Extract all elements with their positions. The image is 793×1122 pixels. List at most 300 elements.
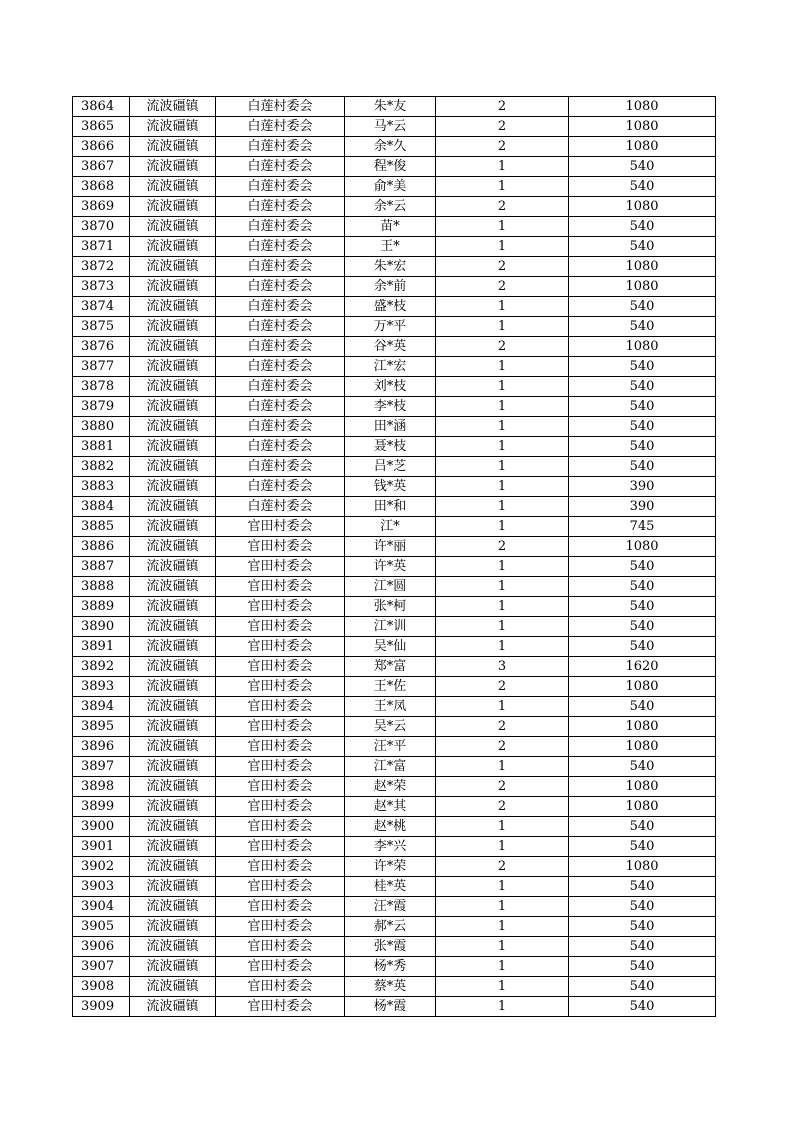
cell-town: 流波礓镇 xyxy=(130,217,216,237)
cell-count: 2 xyxy=(436,257,569,277)
cell-name: 王*佐 xyxy=(345,677,436,697)
cell-amount: 1080 xyxy=(569,277,716,297)
cell-amount: 390 xyxy=(569,497,716,517)
table-row xyxy=(73,857,716,877)
cell-name: 王* xyxy=(345,237,436,257)
cell-id: 3907 xyxy=(73,957,130,977)
cell-amount: 540 xyxy=(569,457,716,477)
cell-id: 3892 xyxy=(73,657,130,677)
table-row xyxy=(73,997,716,1017)
cell-town: 流波礓镇 xyxy=(130,777,216,797)
cell-id: 3884 xyxy=(73,497,130,517)
cell-name: 江*训 xyxy=(345,617,436,637)
cell-amount: 540 xyxy=(569,157,716,177)
cell-name: 许*丽 xyxy=(345,537,436,557)
table-row xyxy=(73,497,716,517)
cell-id: 3872 xyxy=(73,257,130,277)
cell-town: 流波礓镇 xyxy=(130,97,216,117)
cell-count: 1 xyxy=(436,417,569,437)
cell-village: 白莲村委会 xyxy=(216,317,345,337)
cell-amount: 1080 xyxy=(569,797,716,817)
table-row xyxy=(73,117,716,137)
cell-town: 流波礓镇 xyxy=(130,477,216,497)
cell-count: 3 xyxy=(436,657,569,677)
cell-village: 白莲村委会 xyxy=(216,397,345,417)
cell-amount: 1080 xyxy=(569,137,716,157)
cell-village: 官田村委会 xyxy=(216,697,345,717)
subsidy-table xyxy=(72,96,716,1017)
cell-town: 流波礓镇 xyxy=(130,177,216,197)
cell-name: 赵*荣 xyxy=(345,777,436,797)
cell-village: 官田村委会 xyxy=(216,537,345,557)
cell-name: 钱*英 xyxy=(345,477,436,497)
table-row xyxy=(73,417,716,437)
cell-amount: 540 xyxy=(569,417,716,437)
cell-id: 3902 xyxy=(73,857,130,877)
cell-id: 3889 xyxy=(73,597,130,617)
cell-town: 流波礓镇 xyxy=(130,577,216,597)
cell-name: 许*荣 xyxy=(345,857,436,877)
cell-town: 流波礓镇 xyxy=(130,737,216,757)
cell-id: 3895 xyxy=(73,717,130,737)
table-row xyxy=(73,697,716,717)
cell-village: 官田村委会 xyxy=(216,777,345,797)
cell-id: 3897 xyxy=(73,757,130,777)
cell-village: 官田村委会 xyxy=(216,737,345,757)
cell-name: 朱*友 xyxy=(345,97,436,117)
table-row xyxy=(73,257,716,277)
table-row xyxy=(73,297,716,317)
cell-id: 3871 xyxy=(73,237,130,257)
cell-count: 2 xyxy=(436,777,569,797)
cell-count: 1 xyxy=(436,957,569,977)
table-row xyxy=(73,597,716,617)
cell-count: 2 xyxy=(436,717,569,737)
cell-town: 流波礓镇 xyxy=(130,837,216,857)
cell-id: 3875 xyxy=(73,317,130,337)
cell-id: 3866 xyxy=(73,137,130,157)
table-row xyxy=(73,657,716,677)
cell-count: 2 xyxy=(436,137,569,157)
cell-town: 流波礓镇 xyxy=(130,817,216,837)
cell-name: 聂*枝 xyxy=(345,437,436,457)
cell-town: 流波礓镇 xyxy=(130,697,216,717)
table-row xyxy=(73,837,716,857)
table-row xyxy=(73,437,716,457)
cell-village: 白莲村委会 xyxy=(216,157,345,177)
cell-amount: 1080 xyxy=(569,197,716,217)
cell-count: 1 xyxy=(436,377,569,397)
cell-town: 流波礓镇 xyxy=(130,357,216,377)
cell-town: 流波礓镇 xyxy=(130,597,216,617)
table-row xyxy=(73,577,716,597)
table-row xyxy=(73,917,716,937)
cell-count: 1 xyxy=(436,157,569,177)
cell-name: 杨*霞 xyxy=(345,997,436,1017)
cell-town: 流波礓镇 xyxy=(130,557,216,577)
cell-amount: 1080 xyxy=(569,857,716,877)
cell-count: 2 xyxy=(436,97,569,117)
cell-amount: 540 xyxy=(569,377,716,397)
cell-count: 1 xyxy=(436,597,569,617)
cell-amount: 540 xyxy=(569,237,716,257)
cell-count: 1 xyxy=(436,757,569,777)
cell-count: 1 xyxy=(436,817,569,837)
table-row xyxy=(73,237,716,257)
cell-amount: 540 xyxy=(569,837,716,857)
cell-id: 3888 xyxy=(73,577,130,597)
cell-name: 吴*云 xyxy=(345,717,436,737)
cell-count: 2 xyxy=(436,737,569,757)
cell-amount: 540 xyxy=(569,877,716,897)
cell-id: 3879 xyxy=(73,397,130,417)
cell-amount: 540 xyxy=(569,557,716,577)
cell-village: 白莲村委会 xyxy=(216,117,345,137)
table-row xyxy=(73,637,716,657)
cell-name: 盛*枝 xyxy=(345,297,436,317)
cell-name: 江* xyxy=(345,517,436,537)
cell-name: 赵*其 xyxy=(345,797,436,817)
cell-town: 流波礓镇 xyxy=(130,497,216,517)
cell-town: 流波礓镇 xyxy=(130,257,216,277)
table-row xyxy=(73,177,716,197)
cell-count: 1 xyxy=(436,637,569,657)
cell-name: 赵*桃 xyxy=(345,817,436,837)
cell-id: 3882 xyxy=(73,457,130,477)
cell-amount: 1080 xyxy=(569,677,716,697)
cell-amount: 540 xyxy=(569,217,716,237)
cell-name: 谷*英 xyxy=(345,337,436,357)
cell-town: 流波礓镇 xyxy=(130,957,216,977)
cell-id: 3870 xyxy=(73,217,130,237)
table-row xyxy=(73,157,716,177)
cell-village: 官田村委会 xyxy=(216,517,345,537)
table-row xyxy=(73,337,716,357)
cell-amount: 1080 xyxy=(569,737,716,757)
cell-id: 3885 xyxy=(73,517,130,537)
cell-count: 1 xyxy=(436,517,569,537)
table-row xyxy=(73,277,716,297)
cell-name: 李*枝 xyxy=(345,397,436,417)
cell-village: 官田村委会 xyxy=(216,597,345,617)
cell-name: 汪*平 xyxy=(345,737,436,757)
cell-name: 郑*富 xyxy=(345,657,436,677)
cell-town: 流波礓镇 xyxy=(130,997,216,1017)
cell-village: 白莲村委会 xyxy=(216,197,345,217)
cell-count: 2 xyxy=(436,117,569,137)
cell-amount: 540 xyxy=(569,617,716,637)
cell-town: 流波礓镇 xyxy=(130,437,216,457)
cell-town: 流波礓镇 xyxy=(130,637,216,657)
cell-count: 2 xyxy=(436,197,569,217)
cell-amount: 1080 xyxy=(569,537,716,557)
cell-village: 白莲村委会 xyxy=(216,377,345,397)
cell-town: 流波礓镇 xyxy=(130,157,216,177)
cell-amount: 540 xyxy=(569,577,716,597)
cell-id: 3867 xyxy=(73,157,130,177)
cell-town: 流波礓镇 xyxy=(130,517,216,537)
cell-count: 1 xyxy=(436,457,569,477)
table-row xyxy=(73,897,716,917)
cell-id: 3903 xyxy=(73,877,130,897)
cell-village: 官田村委会 xyxy=(216,897,345,917)
cell-name: 田*涵 xyxy=(345,417,436,437)
cell-town: 流波礓镇 xyxy=(130,337,216,357)
cell-id: 3878 xyxy=(73,377,130,397)
cell-id: 3904 xyxy=(73,897,130,917)
cell-name: 张*霞 xyxy=(345,937,436,957)
table-row xyxy=(73,677,716,697)
cell-town: 流波礓镇 xyxy=(130,977,216,997)
cell-name: 蔡*英 xyxy=(345,977,436,997)
cell-village: 白莲村委会 xyxy=(216,277,345,297)
cell-town: 流波礓镇 xyxy=(130,317,216,337)
cell-village: 白莲村委会 xyxy=(216,497,345,517)
cell-id: 3865 xyxy=(73,117,130,137)
cell-village: 官田村委会 xyxy=(216,677,345,697)
cell-id: 3874 xyxy=(73,297,130,317)
cell-amount: 540 xyxy=(569,637,716,657)
cell-village: 白莲村委会 xyxy=(216,437,345,457)
cell-id: 3873 xyxy=(73,277,130,297)
cell-amount: 540 xyxy=(569,937,716,957)
cell-id: 3887 xyxy=(73,557,130,577)
table-row xyxy=(73,537,716,557)
cell-town: 流波礓镇 xyxy=(130,457,216,477)
cell-count: 1 xyxy=(436,357,569,377)
cell-amount: 1620 xyxy=(569,657,716,677)
cell-village: 官田村委会 xyxy=(216,577,345,597)
cell-village: 官田村委会 xyxy=(216,637,345,657)
cell-count: 1 xyxy=(436,237,569,257)
cell-amount: 540 xyxy=(569,977,716,997)
cell-village: 白莲村委会 xyxy=(216,357,345,377)
cell-name: 吕*芝 xyxy=(345,457,436,477)
cell-count: 1 xyxy=(436,177,569,197)
cell-count: 1 xyxy=(436,697,569,717)
cell-town: 流波礓镇 xyxy=(130,197,216,217)
cell-count: 1 xyxy=(436,477,569,497)
cell-amount: 540 xyxy=(569,177,716,197)
cell-town: 流波礓镇 xyxy=(130,797,216,817)
cell-town: 流波礓镇 xyxy=(130,917,216,937)
cell-id: 3893 xyxy=(73,677,130,697)
cell-village: 白莲村委会 xyxy=(216,237,345,257)
cell-town: 流波礓镇 xyxy=(130,617,216,637)
cell-amount: 540 xyxy=(569,397,716,417)
cell-village: 白莲村委会 xyxy=(216,177,345,197)
cell-id: 3894 xyxy=(73,697,130,717)
table-body xyxy=(73,97,716,1017)
cell-amount: 1080 xyxy=(569,97,716,117)
cell-id: 3876 xyxy=(73,337,130,357)
cell-name: 田*和 xyxy=(345,497,436,517)
cell-name: 张*柯 xyxy=(345,597,436,617)
table-row xyxy=(73,517,716,537)
cell-amount: 540 xyxy=(569,357,716,377)
cell-count: 1 xyxy=(436,877,569,897)
cell-name: 江*富 xyxy=(345,757,436,777)
cell-town: 流波礓镇 xyxy=(130,897,216,917)
cell-village: 白莲村委会 xyxy=(216,257,345,277)
cell-name: 余*云 xyxy=(345,197,436,217)
cell-name: 汪*霞 xyxy=(345,897,436,917)
cell-name: 江*宏 xyxy=(345,357,436,377)
cell-name: 程*俊 xyxy=(345,157,436,177)
cell-village: 官田村委会 xyxy=(216,957,345,977)
cell-name: 苗* xyxy=(345,217,436,237)
cell-count: 1 xyxy=(436,217,569,237)
table-row xyxy=(73,957,716,977)
table-row xyxy=(73,217,716,237)
cell-amount: 540 xyxy=(569,697,716,717)
cell-town: 流波礓镇 xyxy=(130,377,216,397)
cell-count: 2 xyxy=(436,797,569,817)
cell-amount: 1080 xyxy=(569,717,716,737)
cell-village: 官田村委会 xyxy=(216,717,345,737)
cell-amount: 540 xyxy=(569,297,716,317)
table-row xyxy=(73,397,716,417)
cell-town: 流波礓镇 xyxy=(130,537,216,557)
cell-village: 官田村委会 xyxy=(216,977,345,997)
cell-name: 万*平 xyxy=(345,317,436,337)
cell-village: 官田村委会 xyxy=(216,797,345,817)
cell-town: 流波礓镇 xyxy=(130,397,216,417)
cell-count: 1 xyxy=(436,837,569,857)
cell-town: 流波礓镇 xyxy=(130,677,216,697)
cell-count: 2 xyxy=(436,537,569,557)
cell-name: 俞*美 xyxy=(345,177,436,197)
cell-count: 1 xyxy=(436,617,569,637)
cell-village: 官田村委会 xyxy=(216,617,345,637)
cell-count: 1 xyxy=(436,497,569,517)
cell-id: 3899 xyxy=(73,797,130,817)
cell-village: 官田村委会 xyxy=(216,837,345,857)
table-row xyxy=(73,377,716,397)
table-row xyxy=(73,617,716,637)
cell-count: 1 xyxy=(436,897,569,917)
cell-village: 白莲村委会 xyxy=(216,217,345,237)
table-row xyxy=(73,197,716,217)
cell-count: 1 xyxy=(436,397,569,417)
cell-village: 白莲村委会 xyxy=(216,97,345,117)
cell-amount: 745 xyxy=(569,517,716,537)
cell-id: 3908 xyxy=(73,977,130,997)
cell-amount: 1080 xyxy=(569,777,716,797)
cell-town: 流波礓镇 xyxy=(130,937,216,957)
cell-name: 吴*仙 xyxy=(345,637,436,657)
cell-id: 3898 xyxy=(73,777,130,797)
cell-count: 1 xyxy=(436,317,569,337)
table-row xyxy=(73,937,716,957)
cell-town: 流波礓镇 xyxy=(130,857,216,877)
cell-name: 朱*宏 xyxy=(345,257,436,277)
table-row xyxy=(73,777,716,797)
table-row xyxy=(73,737,716,757)
table-row xyxy=(73,357,716,377)
cell-town: 流波礓镇 xyxy=(130,417,216,437)
cell-id: 3869 xyxy=(73,197,130,217)
cell-village: 官田村委会 xyxy=(216,877,345,897)
cell-amount: 540 xyxy=(569,597,716,617)
cell-id: 3877 xyxy=(73,357,130,377)
cell-count: 1 xyxy=(436,557,569,577)
cell-count: 1 xyxy=(436,437,569,457)
table-row xyxy=(73,817,716,837)
cell-name: 江*圆 xyxy=(345,577,436,597)
cell-town: 流波礓镇 xyxy=(130,277,216,297)
cell-village: 白莲村委会 xyxy=(216,417,345,437)
cell-count: 1 xyxy=(436,997,569,1017)
cell-town: 流波礓镇 xyxy=(130,117,216,137)
cell-count: 2 xyxy=(436,337,569,357)
cell-village: 白莲村委会 xyxy=(216,337,345,357)
cell-amount: 540 xyxy=(569,997,716,1017)
cell-town: 流波礓镇 xyxy=(130,757,216,777)
table-row xyxy=(73,457,716,477)
cell-count: 2 xyxy=(436,277,569,297)
cell-id: 3868 xyxy=(73,177,130,197)
cell-amount: 1080 xyxy=(569,117,716,137)
cell-village: 官田村委会 xyxy=(216,997,345,1017)
cell-amount: 390 xyxy=(569,477,716,497)
cell-amount: 540 xyxy=(569,917,716,937)
cell-village: 官田村委会 xyxy=(216,657,345,677)
cell-village: 白莲村委会 xyxy=(216,137,345,157)
cell-id: 3886 xyxy=(73,537,130,557)
table-row xyxy=(73,877,716,897)
cell-id: 3900 xyxy=(73,817,130,837)
table-row xyxy=(73,317,716,337)
table-row xyxy=(73,797,716,817)
cell-count: 1 xyxy=(436,917,569,937)
cell-id: 3880 xyxy=(73,417,130,437)
cell-town: 流波礓镇 xyxy=(130,877,216,897)
cell-id: 3906 xyxy=(73,937,130,957)
cell-id: 3901 xyxy=(73,837,130,857)
cell-town: 流波礓镇 xyxy=(130,717,216,737)
cell-id: 3905 xyxy=(73,917,130,937)
cell-amount: 540 xyxy=(569,437,716,457)
cell-count: 1 xyxy=(436,577,569,597)
cell-town: 流波礓镇 xyxy=(130,237,216,257)
cell-name: 余*前 xyxy=(345,277,436,297)
cell-village: 官田村委会 xyxy=(216,757,345,777)
cell-name: 郝*云 xyxy=(345,917,436,937)
table-row xyxy=(73,757,716,777)
table-row xyxy=(73,977,716,997)
cell-name: 刘*枝 xyxy=(345,377,436,397)
cell-village: 官田村委会 xyxy=(216,557,345,577)
cell-name: 杨*秀 xyxy=(345,957,436,977)
table-row xyxy=(73,97,716,117)
cell-village: 官田村委会 xyxy=(216,857,345,877)
cell-amount: 1080 xyxy=(569,337,716,357)
cell-id: 3883 xyxy=(73,477,130,497)
cell-amount: 1080 xyxy=(569,257,716,277)
cell-count: 2 xyxy=(436,857,569,877)
cell-name: 王*凤 xyxy=(345,697,436,717)
cell-id: 3881 xyxy=(73,437,130,457)
cell-name: 李*兴 xyxy=(345,837,436,857)
cell-id: 3891 xyxy=(73,637,130,657)
cell-town: 流波礓镇 xyxy=(130,657,216,677)
cell-name: 许*英 xyxy=(345,557,436,577)
cell-village: 白莲村委会 xyxy=(216,457,345,477)
cell-village: 官田村委会 xyxy=(216,917,345,937)
table-row xyxy=(73,717,716,737)
cell-village: 官田村委会 xyxy=(216,937,345,957)
